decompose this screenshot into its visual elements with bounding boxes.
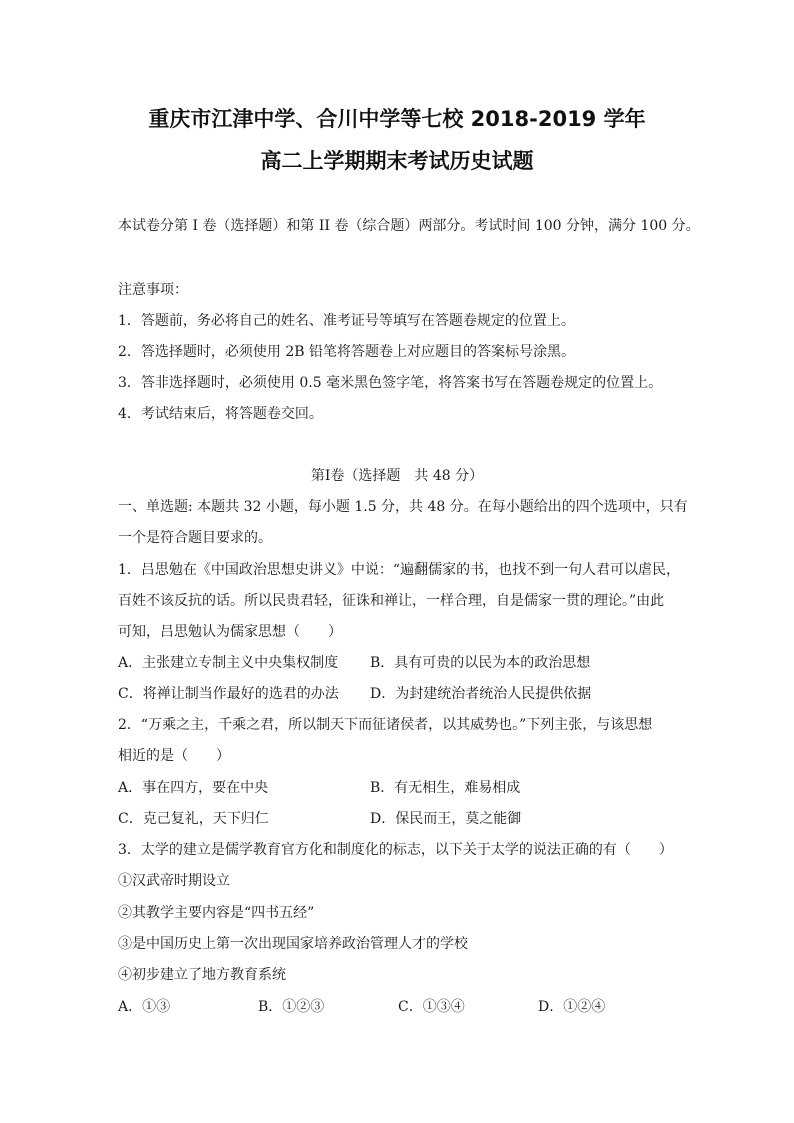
note-item: 3．答非选择题时，必须使用 0.5 毫米黑色签字笔，将答案书写在答题卷规定的位置上。 [118, 375, 663, 391]
option-a: A．事在四方，要在中央 [118, 780, 269, 796]
option-c: C．①③④ [398, 999, 465, 1015]
option-c: C．克己复礼，天下归仁 [118, 811, 269, 827]
section-instruction: 一、单选题: 本题共 32 小题，每小题 1.5 分，共 48 分。在每小题给出的四个选项中，只有 [118, 499, 688, 515]
question-stem: 1．吕思勉在《中国政治思想史讲义》中说：“遍翻儒家的书，也找不到一句人君可以虐民， [118, 562, 681, 578]
option-b: B．具有可贵的以民为本的政治思想 [370, 655, 591, 671]
title-line-2: 高二上学期期末考试历史试题 [260, 149, 534, 173]
statement: ①汉武帝时期设立 [118, 873, 230, 889]
statement: ④初步建立了地方教育系统 [118, 967, 286, 983]
question-stem: 可知，吕思勉认为儒家思想（ ） [118, 624, 342, 640]
option-b: B．①②③ [258, 999, 325, 1015]
title-line-1: 重庆市江津中学、合川中学等七校 2018-2019 学年 [148, 107, 646, 131]
statement: ②其教学主要内容是“四书五经” [118, 905, 315, 921]
statement: ③是中国历史上第一次出现国家培养政治管理人才的学校 [118, 936, 468, 952]
option-d: D．保民而王，莫之能御 [370, 811, 522, 827]
option-d: D．为封建统治者统治人民提供依据 [370, 686, 592, 702]
note-item: 1．答题前，务必将自己的姓名、准考证号等填写在答题卷规定的位置上。 [118, 313, 575, 329]
option-a: A．①③ [118, 999, 171, 1015]
option-b: B．有无相生，难易相成 [370, 780, 521, 796]
question-stem: 相近的是（ ） [118, 748, 230, 764]
section-instruction: 一个是符合题目要求的。 [118, 530, 272, 546]
question-stem: 百姓不该反抗的话。所以民贵君轻，征诛和禅让，一样合理，自是儒家一贯的理论。”由此 [118, 593, 665, 609]
section-title: 第Ⅰ卷（选择题 共 48 分） [310, 468, 484, 484]
option-a: A．主张建立专制主义中央集权制度 [118, 655, 339, 671]
question-stem: 2．“万乘之主，千乘之君，所以制天下而征诸侯者，以其威势也。”下列主张，与该思想 [118, 717, 653, 733]
question-stem: 3．太学的建立是儒学教育官方化和制度化的标志，以下关于太学的说法正确的有（ ） [118, 842, 673, 858]
exam-intro: 本试卷分第 I 卷（选择题）和第 II 卷（综合题）两部分。考试时间 100 分钟，满分 100 分。 [118, 218, 700, 234]
option-c: C．将禅让制当作最好的选君的办法 [118, 686, 339, 702]
option-d: D．①②④ [538, 999, 606, 1015]
note-item: 2．答选择题时，必须使用 2B 铅笔将答题卷上对应题目的答案标号涂黑。 [118, 344, 576, 360]
note-item: 4．考试结束后，将答题卷交回。 [118, 406, 323, 422]
notes-heading: 注意事项： [118, 282, 188, 298]
